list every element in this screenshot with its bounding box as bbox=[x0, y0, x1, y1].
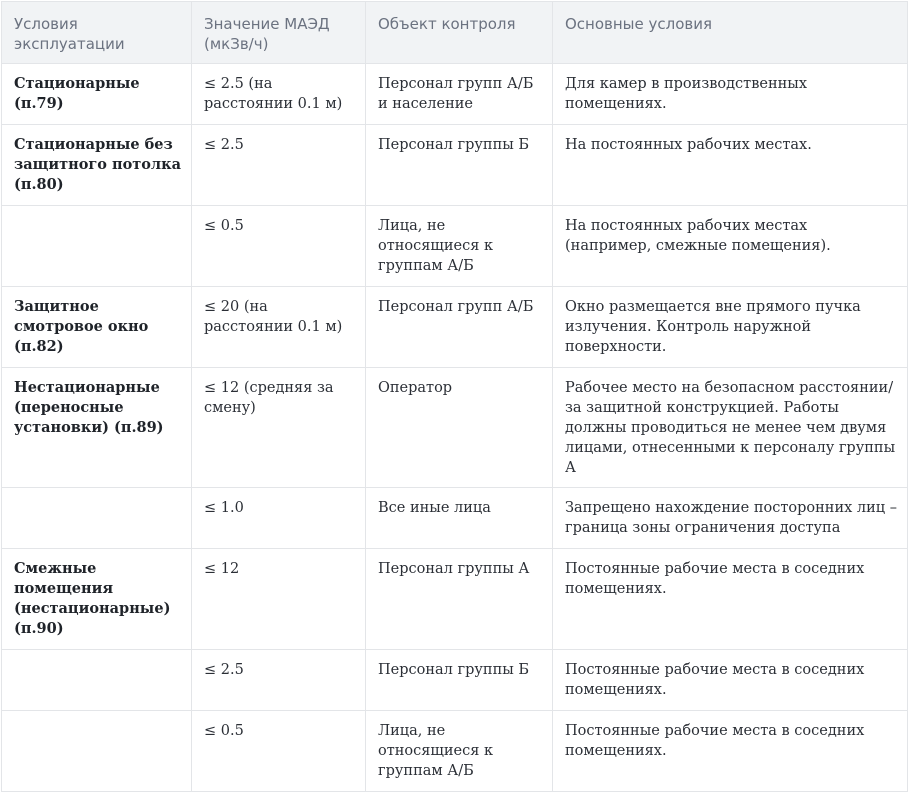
table-row bbox=[2, 650, 908, 711]
cell-terms: На постоянных рабочих местах (например, смежные помещения). bbox=[553, 206, 908, 287]
header-dose-value: Значение МАЭД (мкЗв/ч) bbox=[192, 2, 366, 64]
cell-value: ≤ 12 (средняя за смену) bbox=[192, 368, 366, 488]
cell-value: ≤ 12 bbox=[192, 549, 366, 650]
cell-condition: Нестационарные (переносные установки) (п.89) bbox=[2, 368, 192, 488]
cell-object: Персонал группы А bbox=[366, 549, 553, 650]
cell-object: Персонал группы Б bbox=[366, 650, 553, 711]
cell-condition bbox=[2, 488, 192, 549]
table-row bbox=[2, 549, 908, 650]
cell-object: Персонал группы Б bbox=[366, 125, 553, 206]
dose-rate-table bbox=[1, 1, 908, 792]
cell-terms: Постоянные рабочие места в соседних помещениях. bbox=[553, 549, 908, 650]
cell-terms: Рабочее место на безопасном расстоянии/за защитной конструкцией. Работы должны проводиться не менее чем двумя лицами, отнесенными к персоналу группы А bbox=[553, 368, 908, 488]
cell-value: ≤ 2.5 bbox=[192, 125, 366, 206]
cell-condition bbox=[2, 206, 192, 287]
cell-object: Все иные лица bbox=[366, 488, 553, 549]
header-row bbox=[2, 2, 908, 64]
cell-condition: Стационарные (п.79) bbox=[2, 64, 192, 125]
cell-value: ≤ 20 (на расстоянии 0.1 м) bbox=[192, 287, 366, 368]
cell-terms: Запрещено нахождение посторонних лиц – граница зоны ограничения доступа bbox=[553, 488, 908, 549]
table-row bbox=[2, 206, 908, 287]
cell-condition: Смежные помещения (нестационарные) (п.90) bbox=[2, 549, 192, 650]
table-row bbox=[2, 287, 908, 368]
cell-terms: Постоянные рабочие места в соседних помещениях. bbox=[553, 711, 908, 792]
table-row bbox=[2, 368, 908, 488]
cell-condition: Защитное смотровое окно (п.82) bbox=[2, 287, 192, 368]
header-control-object: Объект контроля bbox=[366, 2, 553, 64]
cell-value: ≤ 2.5 bbox=[192, 650, 366, 711]
cell-terms: Окно размещается вне прямого пучка излучения. Контроль наружной поверхности. bbox=[553, 287, 908, 368]
cell-condition bbox=[2, 711, 192, 792]
cell-condition bbox=[2, 650, 192, 711]
cell-object: Персонал групп А/Б bbox=[366, 287, 553, 368]
table-row bbox=[2, 711, 908, 792]
header-main-terms: Основные условия bbox=[553, 2, 908, 64]
cell-value: ≤ 0.5 bbox=[192, 206, 366, 287]
cell-object: Лица, не относящиеся к группам А/Б bbox=[366, 206, 553, 287]
cell-value: ≤ 2.5 (на расстоянии 0.1 м) bbox=[192, 64, 366, 125]
table-row bbox=[2, 488, 908, 549]
table-row bbox=[2, 64, 908, 125]
cell-condition: Стационарные без защитного потолка (п.80) bbox=[2, 125, 192, 206]
cell-value: ≤ 1.0 bbox=[192, 488, 366, 549]
cell-value: ≤ 0.5 bbox=[192, 711, 366, 792]
cell-terms: Для камер в производственных помещениях. bbox=[553, 64, 908, 125]
cell-terms: На постоянных рабочих местах. bbox=[553, 125, 908, 206]
table-row bbox=[2, 125, 908, 206]
cell-terms: Постоянные рабочие места в соседних помещениях. bbox=[553, 650, 908, 711]
header-conditions: Условия эксплуатации bbox=[2, 2, 192, 64]
cell-object: Оператор bbox=[366, 368, 553, 488]
cell-object: Персонал групп А/Б и население bbox=[366, 64, 553, 125]
cell-object: Лица, не относящиеся к группам А/Б bbox=[366, 711, 553, 792]
